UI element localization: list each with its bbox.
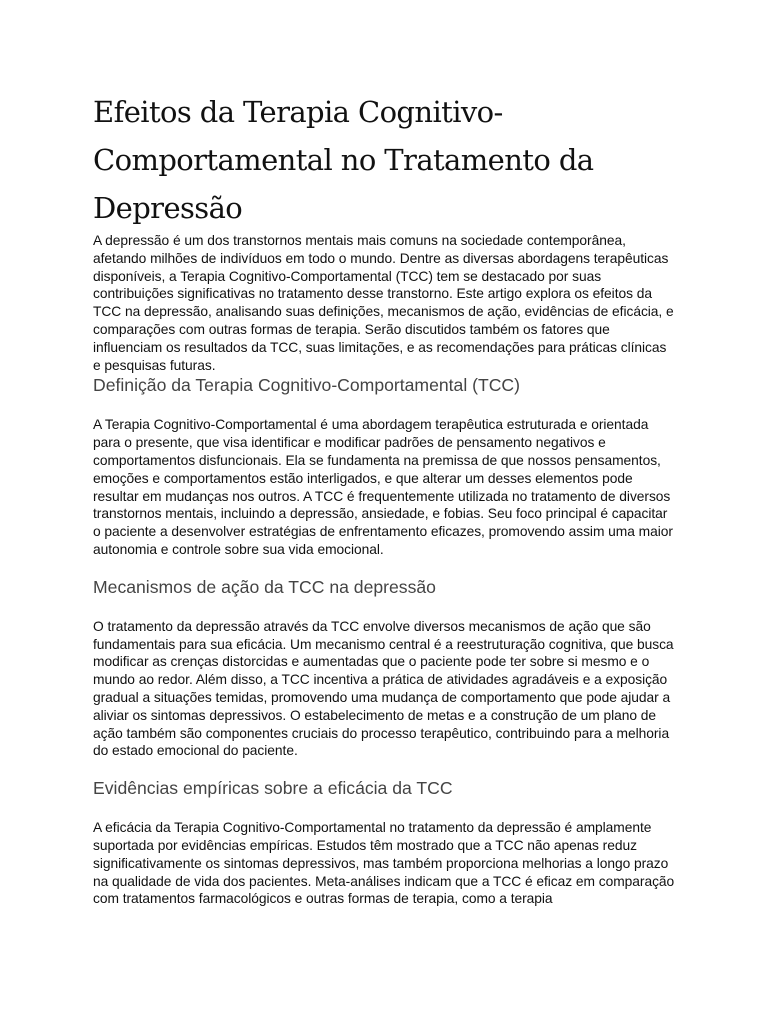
section-paragraph-definition: A Terapia Cognitivo-Comportamental é uma abordagem terapêutica estruturada e orientada para o presente, que visa identificar e modificar padrões de pensamento negativos e comportamentos disfuncionais. Ela se fundamenta na premissa de que nossos pensamentos, emoções e comportamentos estão interligados, e que alterar um desses elementos pode resultar em mudanças nos outros. A TCC é frequentemente utilizada no tratamento de diversos transtornos mentais, incluindo a depressão, ansiedade, e fobias. Seu foco principal é capacitar o paciente a desenvolver estratégias de enfrentamento eficazes, promovendo assim uma maior autonomia e controle sobre sua vida emocional. bbox=[93, 417, 673, 557]
page-title: Efeitos da Terapia Cognitivo-Comportamental no Tratamento da Depressão bbox=[93, 95, 594, 225]
document-page bbox=[93, 88, 675, 908]
section-paragraph-mechanisms: O tratamento da depressão através da TCC envolve diversos mecanismos de ação que são fundamentais para sua eficácia. Um mecanismo central é a reestruturação cognitiva, que busca modificar as crenças distorcidas e aumentadas que o paciente pode ter sobre si mesmo e o mundo ao redor. Além disso, a TCC incentiva a prática de atividades agradáveis e a exposição gradual a situações temidas, promovendo uma mudança de comportamento que pode ajudar a aliviar os sintomas depressivos. O estabelecimento de metas e a construção de um plano de ação também são componentes cruciais do processo terapêutico, contribuindo para a melhoria do estado emocional do paciente. bbox=[93, 618, 674, 759]
intro-paragraph: A depressão é um dos transtornos mentais mais comuns na sociedade contemporânea, afetando milhões de indivíduos em todo o mundo. Dentre as diversas abordagens terapêuticas disponíveis, a Terapia Cognitivo-Comportamental (TCC) tem se destacado por suas contribuições significativas no tratamento desse transtorno. Este artigo explora os efeitos da TCC na depressão, analisando suas definições, mecanismos de ação, evidências de eficácia, e comparações com outras formas de terapia. Serão discutidos também os fatores que influenciam os resultados da TCC, suas limitações, e as recomendações para práticas clínicas e pesquisas futuras. bbox=[93, 233, 674, 373]
section-heading-definition: Definição da Terapia Cognitivo-Comportamental (TCC) bbox=[93, 375, 520, 396]
section-heading-mechanisms: Mecanismos de ação da TCC na depressão bbox=[93, 576, 436, 597]
section-heading-evidence: Evidências empíricas sobre a eficácia da TCC bbox=[93, 778, 453, 799]
section-paragraph-evidence: A eficácia da Terapia Cognitivo-Comportamental no tratamento da depressão é amplamente suportada por evidências empíricas. Estudos têm mostrado que a TCC não apenas reduz significativamente os sintomas depressivos, mas também proporciona melhorias a longo prazo na qualidade de vida dos pacientes. Meta-análises indicam que a TCC é eficaz em comparação com tratamentos farmacológicos e outras formas de terapia, como a terapia bbox=[93, 820, 675, 907]
